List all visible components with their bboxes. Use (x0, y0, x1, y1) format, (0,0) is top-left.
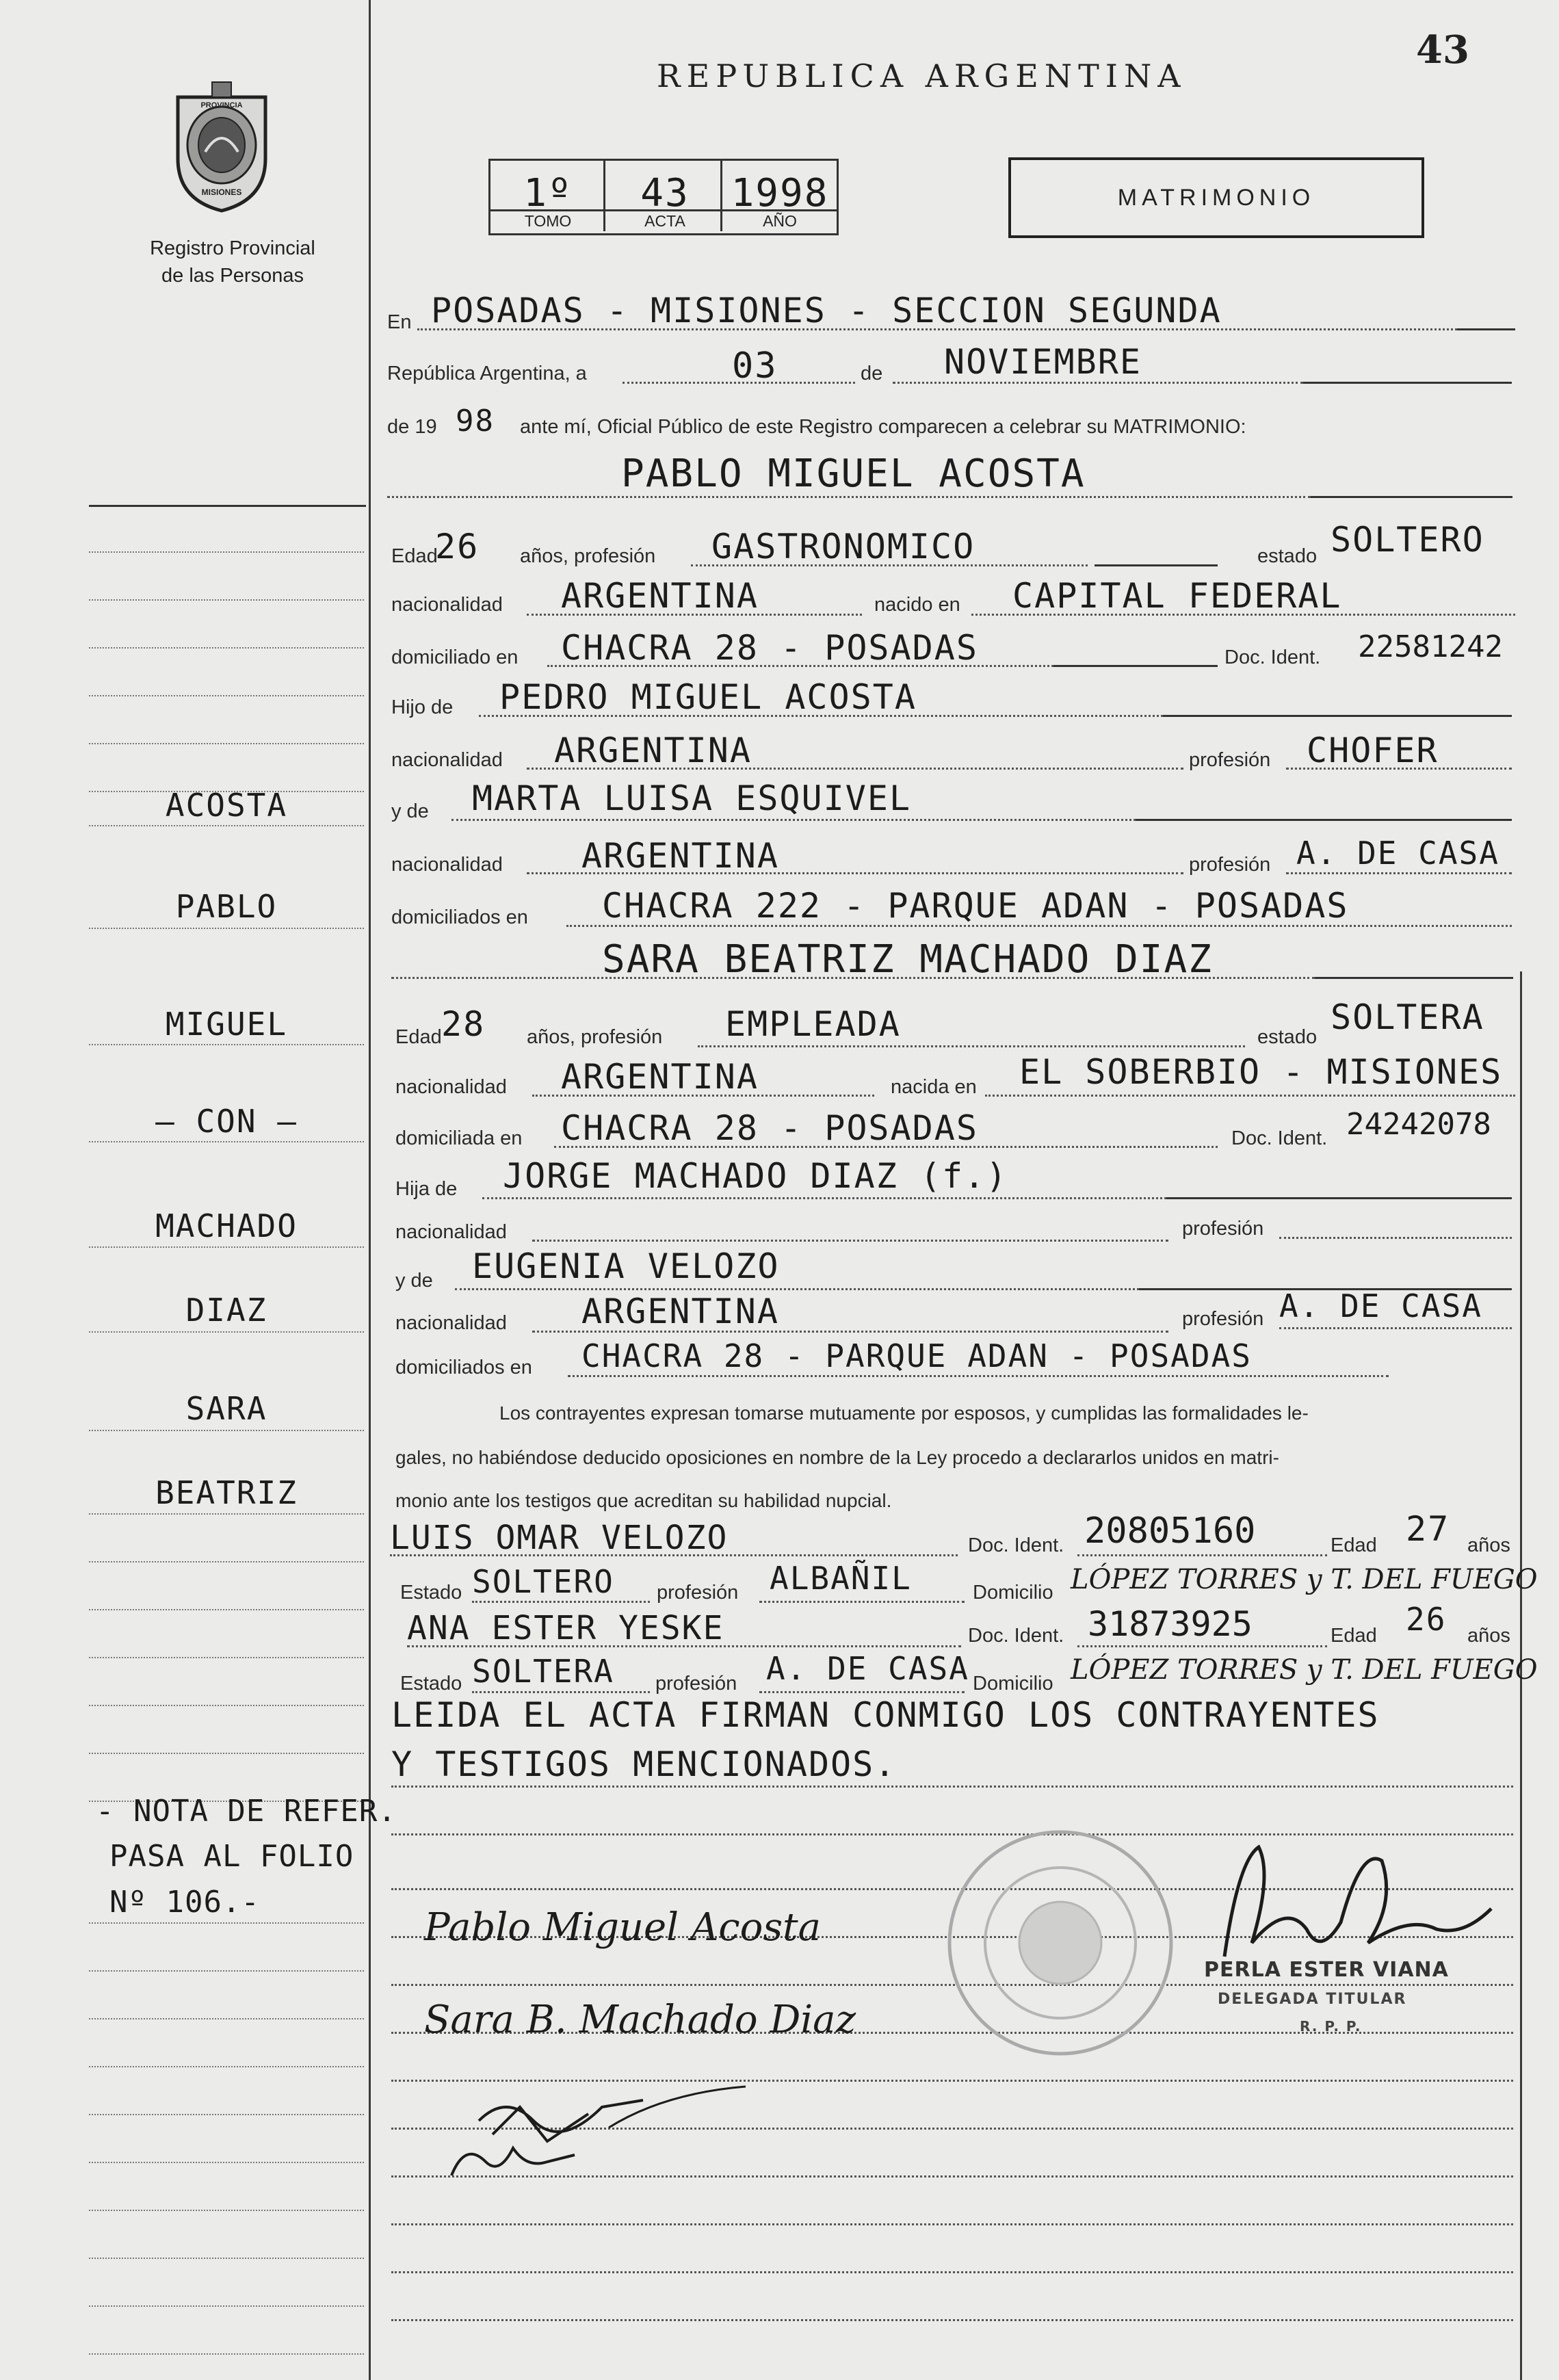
witness1-age: 27 (1406, 1509, 1450, 1549)
groom-yde-label: y de (391, 800, 429, 822)
bride-nationality: ARGENTINA (561, 1057, 759, 1097)
witness2-status: SOLTERA (472, 1653, 614, 1690)
witness1-name: LUIS OMAR VELOZO (390, 1519, 729, 1557)
bride-nacida-label: nacida en (891, 1076, 977, 1098)
groom-father-nationality: ARGENTINA (554, 731, 752, 770)
witness1-doc: 20805160 (1084, 1511, 1256, 1552)
bride-dom-label: domiciliada en (395, 1127, 523, 1149)
margin-con: — CON — (155, 1103, 298, 1140)
witness1-doc-label: Doc. Ident. (968, 1534, 1064, 1556)
witness2-doc: 31873925 (1088, 1604, 1253, 1644)
bride-signature: Sara B. Machado Diaz (424, 1998, 856, 2042)
margin-bride-name-2: BEATRIZ (155, 1474, 298, 1511)
groom-age: 26 (435, 527, 480, 566)
registry-line-2: de las Personas (161, 265, 304, 287)
bride-birthplace: EL SOBERBIO - MISIONES (1019, 1052, 1503, 1092)
groom-mother-nationality: ARGENTINA (581, 836, 779, 876)
groom-nac-label: nacionalidad (391, 594, 503, 616)
groom-mother: MARTA LUISA ESQUIVEL (472, 779, 912, 818)
witness1-domicilio-label: Domicilio (973, 1582, 1053, 1604)
witness2-edad-label: Edad (1331, 1625, 1377, 1647)
groom-mother-prof-label: profesión (1189, 854, 1271, 876)
bride-civil-status: SOLTERA (1331, 997, 1484, 1037)
groom-full-name: PABLO MIGUEL ACOSTA (621, 452, 1086, 496)
declaration-line-3: monio ante los testigos que acreditan su habilidad nupcial. (395, 1490, 892, 1511)
bride-estado-label: estado (1257, 1026, 1318, 1048)
republica-label: República Argentina, a (387, 363, 587, 384)
acta-label: ACTA (644, 212, 685, 230)
bride-yde-label: y de (395, 1270, 433, 1292)
groom-mother-profession: A. DE CASA (1296, 835, 1499, 872)
groom-civil-status: SOLTERO (1331, 520, 1484, 560)
groom-hijo-label: Hijo de (391, 696, 454, 718)
groom-profesion-label: años, profesión (520, 545, 656, 567)
closing-note-line-2: Y TESTIGOS MENCIONADOS. (391, 1744, 897, 1784)
groom-parents-dom-label: domiciliados en (391, 906, 528, 928)
witness1-edad-label: Edad (1331, 1534, 1377, 1556)
witness2-domicilio-label: Domicilio (973, 1673, 1053, 1695)
official-title: DELEGADA TITULAR (1218, 1991, 1407, 2008)
registry-line-1: Registro Provincial (150, 237, 315, 259)
bride-father: JORGE MACHADO DIAZ (f.) (503, 1156, 1008, 1196)
bride-parents-address: CHACRA 28 - PARQUE ADAN - POSADAS (581, 1337, 1252, 1374)
official-stamp (944, 1827, 1177, 2059)
groom-father: PEDRO MIGUEL ACOSTA (499, 677, 917, 717)
margin-divider-line (369, 0, 371, 2380)
intro-statement: ante mí, Oficial Público de este Registro comparecen a celebrar su MATRIMONIO: (520, 416, 1246, 438)
country-title: REPUBLICA ARGENTINA (657, 57, 1187, 94)
closing-note-line-1: LEIDA EL ACTA FIRMAN CONMIGO LOS CONTRAYENTES (391, 1695, 1380, 1735)
groom-father-nac-label: nacionalidad (391, 749, 503, 771)
margin-given-name-1: PABLO (175, 888, 278, 925)
round-stamp-icon (944, 1827, 1177, 2059)
margin-surname: ACOSTA (165, 787, 288, 824)
bride-doc-label: Doc. Ident. (1231, 1127, 1328, 1149)
seal-top-text: PROVINCIA (200, 101, 243, 109)
seal-bottom-text: MISIONES (201, 187, 242, 197)
witness1-status: SOLTERO (472, 1563, 614, 1600)
bride-parents-dom-label: domiciliados en (395, 1357, 532, 1378)
bride-edad-label: Edad (395, 1026, 442, 1048)
groom-father-profession: CHOFER (1307, 731, 1439, 770)
witness2-name: ANA ESTER YESKE (407, 1609, 724, 1647)
acta-value: 43 (640, 171, 690, 215)
margin-given-name-2: MIGUEL (165, 1006, 288, 1043)
witness-signatures-scribble (438, 2080, 766, 2189)
official-name: PERLA ESTER VIANA (1204, 1958, 1449, 1982)
witness2-prof-label: profesión (655, 1673, 737, 1695)
margin-note-line-2: PASA AL FOLIO (109, 1839, 354, 1874)
bride-mother-profession: A. DE CASA (1279, 1287, 1482, 1324)
groom-mother-nac-label: nacionalidad (391, 854, 503, 876)
groom-father-prof-label: profesión (1189, 749, 1271, 771)
bride-hija-label: Hija de (395, 1178, 458, 1200)
bride-full-name: SARA BEATRIZ MACHADO DIAZ (602, 937, 1213, 982)
bride-age: 28 (441, 1004, 486, 1044)
en-label: En (387, 311, 412, 333)
act-type-box: MATRIMONIO (1008, 157, 1424, 238)
ano-value: 1998 (731, 171, 829, 215)
witness1-anos-label: años (1467, 1534, 1510, 1556)
witness2-doc-label: Doc. Ident. (968, 1625, 1064, 1647)
groom-estado-label: estado (1257, 545, 1318, 567)
registry-name (103, 235, 363, 289)
groom-doc: 22581242 (1358, 629, 1503, 664)
groom-edad-label: Edad (391, 545, 438, 567)
margin-note-line-3: Nº 106.- (109, 1885, 260, 1920)
official-office: R. P. P. (1300, 2018, 1362, 2035)
bride-address: CHACRA 28 - POSADAS (561, 1108, 978, 1148)
year-value: 98 (456, 404, 495, 439)
declaration-line-2: gales, no habiéndose deducido oposiciones en nombre de la Ley procedo a declararlos unidos en matri- (395, 1447, 1279, 1468)
groom-nationality: ARGENTINA (561, 576, 759, 616)
folio-number: 43 (1416, 27, 1469, 73)
groom-address: CHACRA 28 - POSADAS (561, 628, 978, 668)
witness2-estado-label: Estado (400, 1673, 462, 1695)
witness2-anos-label: años (1467, 1625, 1510, 1647)
bride-profesion-label: años, profesión (527, 1026, 663, 1048)
witness2-address: LÓPEZ TORRES y T. DEL FUEGO (1071, 1654, 1538, 1686)
groom-nacido-label: nacido en (874, 594, 960, 616)
place-value: POSADAS - MISIONES - SECCION SEGUNDA (431, 291, 1222, 330)
margin-bride-surname-2: DIAZ (185, 1292, 267, 1329)
witness2-age: 26 (1406, 1601, 1447, 1638)
bride-mother-nationality: ARGENTINA (581, 1292, 779, 1331)
de-label: de (861, 363, 883, 384)
year-prefix: de 19 (387, 416, 437, 438)
groom-doc-label: Doc. Ident. (1224, 646, 1321, 668)
declaration-line-1: Los contrayentes expresan tomarse mutuamente por esposos, y cumplidas las formalidades le- (499, 1402, 1309, 1424)
margin-top-rule (89, 505, 366, 507)
bride-mother-nac-label: nacionalidad (395, 1312, 507, 1334)
margin-note-line-1: - NOTA DE REFER. (96, 1794, 397, 1829)
groom-signature: Pablo Miguel Acosta (424, 1905, 821, 1950)
province-seal (164, 77, 279, 213)
groom-dom-label: domiciliado en (391, 646, 519, 668)
tomo-value: 1º (523, 171, 573, 215)
bride-mother-prof-label: profesión (1182, 1308, 1264, 1330)
bride-nac-label: nacionalidad (395, 1076, 507, 1098)
ano-label: AÑO (763, 212, 797, 230)
groom-parents-address: CHACRA 222 - PARQUE ADAN - POSADAS (602, 886, 1349, 926)
day-value: 03 (732, 345, 778, 387)
witness1-address: LÓPEZ TORRES y T. DEL FUEGO (1071, 1564, 1538, 1595)
tomo-label: TOMO (524, 212, 572, 230)
margin-bride-name-1: SARA (185, 1390, 267, 1427)
month-value: NOVIEMBRE (944, 342, 1142, 382)
witness2-profession: A. DE CASA (766, 1650, 969, 1687)
bride-doc: 24242078 (1346, 1107, 1491, 1142)
bride-father-prof-label: profesión (1182, 1218, 1264, 1240)
witness1-prof-label: profesión (657, 1582, 739, 1604)
witness1-estado-label: Estado (400, 1582, 462, 1604)
witness1-profession: ALBAÑIL (770, 1560, 912, 1597)
bride-father-nac-label: nacionalidad (395, 1221, 507, 1243)
groom-profession: GASTRONOMICO (711, 527, 975, 566)
bride-mother: EUGENIA VELOZO (472, 1246, 780, 1286)
groom-birthplace: CAPITAL FEDERAL (1012, 576, 1342, 616)
bride-profession: EMPLEADA (725, 1004, 901, 1044)
margin-bride-surname-1: MACHADO (155, 1207, 298, 1244)
